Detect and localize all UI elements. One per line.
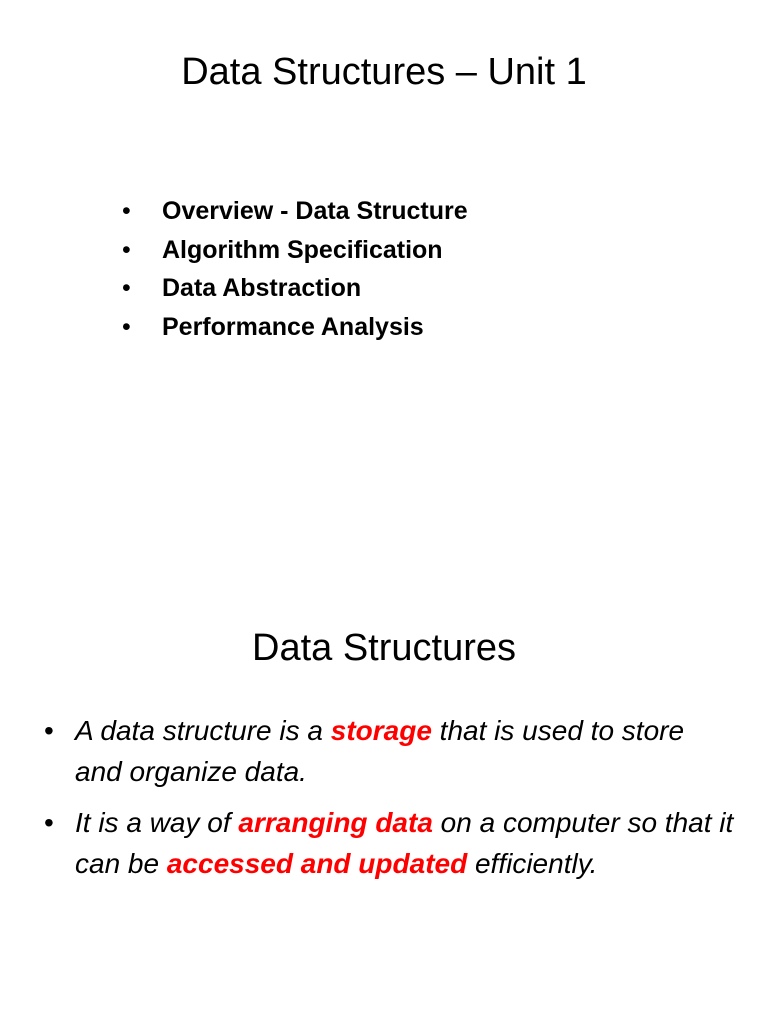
slide-title: Data Structures – Unit 1 (181, 51, 587, 93)
highlight-text: arranging data (238, 807, 433, 838)
bullet-icon: • (44, 715, 54, 746)
slide-title: Data Structures (252, 627, 516, 669)
list-item (44, 802, 734, 884)
text-run: It is a way of (75, 807, 239, 838)
slide-data-structures (0, 512, 768, 1024)
list-item-label: Overview - Data Structure (162, 197, 468, 225)
agenda-list (122, 192, 468, 346)
text-run: that is used to store and organize data. (75, 715, 685, 787)
list-item (122, 269, 468, 308)
list-item (44, 710, 734, 792)
text-run: efficiently. (467, 848, 598, 879)
bullet-icon: • (122, 235, 131, 264)
bullet-icon: • (122, 274, 131, 302)
list-item (122, 231, 468, 270)
list-item (122, 308, 468, 347)
highlight-text: storage (330, 715, 432, 746)
bullet-icon: • (122, 312, 131, 341)
bullet-icon: • (122, 197, 131, 225)
list-item-label: Algorithm Specification (162, 235, 443, 264)
highlight-text: accessed and updated (166, 848, 468, 879)
list-item (122, 192, 468, 231)
text-run: on a computer so that it can be (75, 807, 734, 879)
list-item-label: Data Abstraction (162, 274, 362, 302)
text-run: A data structure is a (75, 715, 331, 746)
content-list (44, 710, 734, 894)
bullet-icon: • (44, 807, 54, 838)
list-item-label: Performance Analysis (162, 312, 424, 341)
